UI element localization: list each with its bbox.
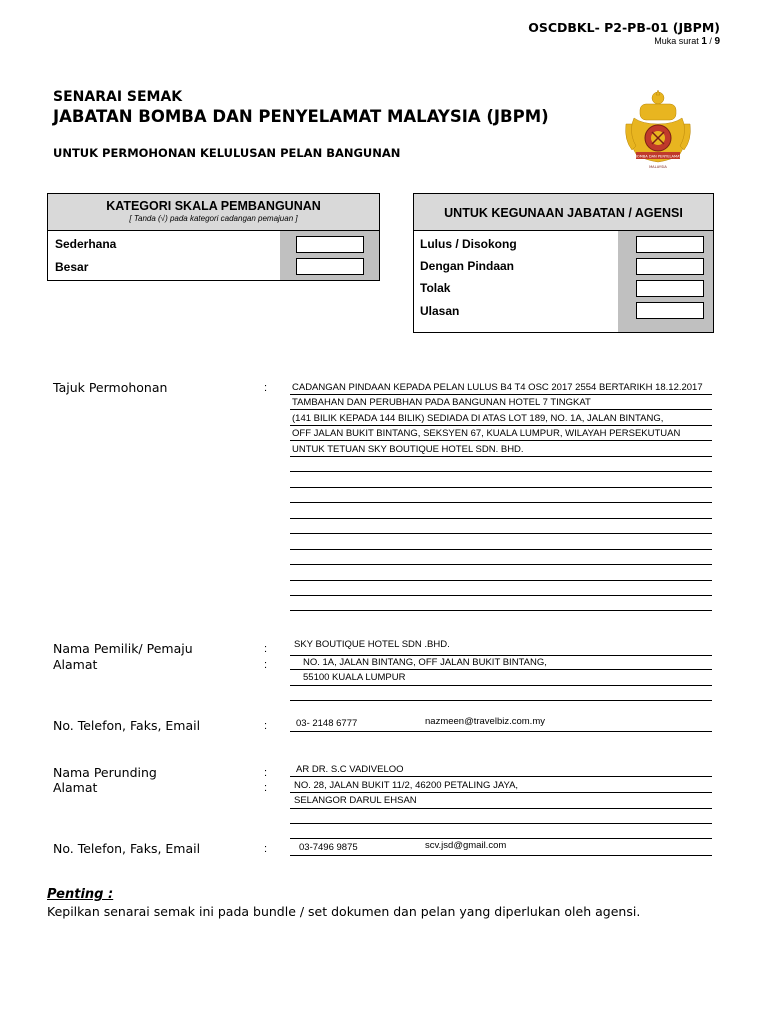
tajuk-line	[290, 471, 712, 472]
tajuk-line-3[interactable]: (141 BILIK KEPADA 144 BILIK) SEDIADA DI ATAS LOT 189, NO. 1A, JALAN BINTANG,	[292, 413, 664, 424]
kategori-besar-label: Besar	[55, 260, 89, 274]
alamat-line	[290, 700, 712, 701]
penting-note: Kepilkan senarai semak ini pada bundle / set dokumen dan pelan yang diperlukan oleh agensi.	[47, 904, 641, 919]
tajuk-line	[290, 518, 712, 519]
alamat2-line-1[interactable]: NO. 28, JALAN BUKIT 11/2, 46200 PETALING JAYA,	[294, 780, 519, 791]
tajuk-line	[290, 394, 712, 395]
svg-text:MALAYSIA: MALAYSIA	[649, 165, 667, 169]
email-value[interactable]: nazmeen@travelbiz.com.my	[425, 716, 545, 727]
tajuk-line-5[interactable]: UNTUK TETUAN SKY BOUTIQUE HOTEL SDN. BHD.	[292, 444, 524, 455]
agensi-pindaan-checkbox[interactable]	[636, 258, 704, 275]
svg-text:BOMBA DAN PENYELAMAT: BOMBA DAN PENYELAMAT	[634, 154, 682, 159]
agensi-ulasan-checkbox[interactable]	[636, 302, 704, 319]
kategori-sederhana-checkbox[interactable]	[296, 236, 364, 253]
document-reference: OSCDBKL- P2-PB-01 (JBPM)	[528, 20, 720, 35]
kategori-sederhana-label: Sederhana	[55, 237, 117, 251]
alamat2-line	[290, 823, 712, 824]
pemilik-line	[290, 655, 712, 656]
tajuk-line	[290, 595, 712, 596]
tajuk-line	[290, 440, 712, 441]
agensi-lulus-label: Lulus / Disokong	[420, 237, 517, 251]
pemilik-value[interactable]: SKY BOUTIQUE HOTEL SDN .BHD.	[294, 639, 450, 650]
agensi-pindaan-label: Dengan Pindaan	[420, 259, 515, 273]
kategori-title: KATEGORI SKALA PEMBANGUNAN	[106, 199, 321, 213]
tajuk-line	[290, 487, 712, 488]
tajuk-line-4[interactable]: OFF JALAN BUKIT BINTANG, SEKSYEN 67, KUALA LUMPUR, WILAYAH PERSEKUTUAN	[292, 428, 681, 439]
perunding-line	[290, 776, 712, 777]
alamat-line	[290, 669, 712, 670]
kategori-skala-box	[47, 193, 380, 281]
telefon2-line	[290, 838, 712, 839]
tajuk-line	[290, 409, 712, 410]
agensi-title: UNTUK KEGUNAAN JABATAN / AGENSI	[444, 206, 683, 220]
checklist-label: SENARAI SEMAK	[53, 89, 183, 105]
page-subtitle: UNTUK PERMOHONAN KELULUSAN PELAN BANGUNAN	[53, 146, 401, 160]
alamat-line-1[interactable]: NO. 1A, JALAN BINTANG, OFF JALAN BUKIT BINTANG,	[303, 657, 547, 668]
alamat-line	[290, 685, 712, 686]
kategori-hint: [ Tanda (√) pada kategori cadangan pemajuan ]	[129, 214, 298, 223]
perunding-value[interactable]: AR DR. S.C VADIVELOO	[296, 764, 404, 775]
alamat2-line	[290, 792, 712, 793]
agensi-tolak-label: Tolak	[420, 281, 451, 295]
tajuk-line	[290, 549, 712, 550]
tajuk-line	[290, 502, 712, 503]
tajuk-line	[290, 456, 712, 457]
agensi-ulasan-label: Ulasan	[420, 304, 460, 318]
alamat2-line-2[interactable]: SELANGOR DARUL EHSAN	[294, 795, 417, 806]
agensi-lulus-checkbox[interactable]	[636, 236, 704, 253]
email2-value[interactable]: scv.jsd@gmail.com	[425, 840, 507, 851]
tajuk-label: Tajuk Permohonan	[53, 380, 168, 395]
telefon2-line	[290, 855, 712, 856]
alamat-line-2[interactable]: 55100 KUALA LUMPUR	[303, 672, 406, 683]
kategori-header	[48, 194, 379, 231]
tajuk-line	[290, 610, 712, 611]
jbpm-crest-icon	[622, 88, 694, 174]
page-number: Muka surat 1 / 9	[654, 36, 720, 47]
page-total: 9	[714, 36, 720, 47]
agensi-tolak-checkbox[interactable]	[636, 280, 704, 297]
kategori-besar-checkbox[interactable]	[296, 258, 364, 275]
page-current: 1	[701, 36, 707, 47]
agensi-box	[413, 193, 714, 333]
agensi-header	[414, 194, 713, 231]
pemilik-label: Nama Pemilik/ Pemaju	[53, 641, 193, 656]
tajuk-line-2[interactable]: TAMBAHAN DAN PERUBHAN PADA BANGUNAN HOTEL 7 TINGKAT	[292, 397, 591, 408]
tajuk-line	[290, 533, 712, 534]
telefon2-label: No. Telefon, Faks, Email	[53, 841, 201, 856]
page-title: JABATAN BOMBA DAN PENYELAMAT MALAYSIA (JBPM)	[53, 107, 549, 126]
tajuk-line	[290, 564, 712, 565]
telefon-line	[290, 731, 712, 732]
alamat2-label: Alamat	[53, 780, 98, 795]
tajuk-line	[290, 580, 712, 581]
tajuk-line-1[interactable]: CADANGAN PINDAAN KEPADA PELAN LULUS B4 T4 OSC 2017 2554 BERTARIKH 18.12.2017	[292, 382, 703, 393]
perunding-label: Nama Perunding	[53, 765, 157, 780]
penting-heading: Penting :	[47, 887, 114, 902]
telefon2-value[interactable]: 03-7496 9875	[299, 842, 358, 853]
telefon-label: No. Telefon, Faks, Email	[53, 718, 201, 733]
alamat2-line	[290, 808, 712, 809]
tajuk-line	[290, 425, 712, 426]
telefon-value[interactable]: 03- 2148 6777	[296, 718, 358, 729]
alamat-label: Alamat	[53, 657, 98, 672]
